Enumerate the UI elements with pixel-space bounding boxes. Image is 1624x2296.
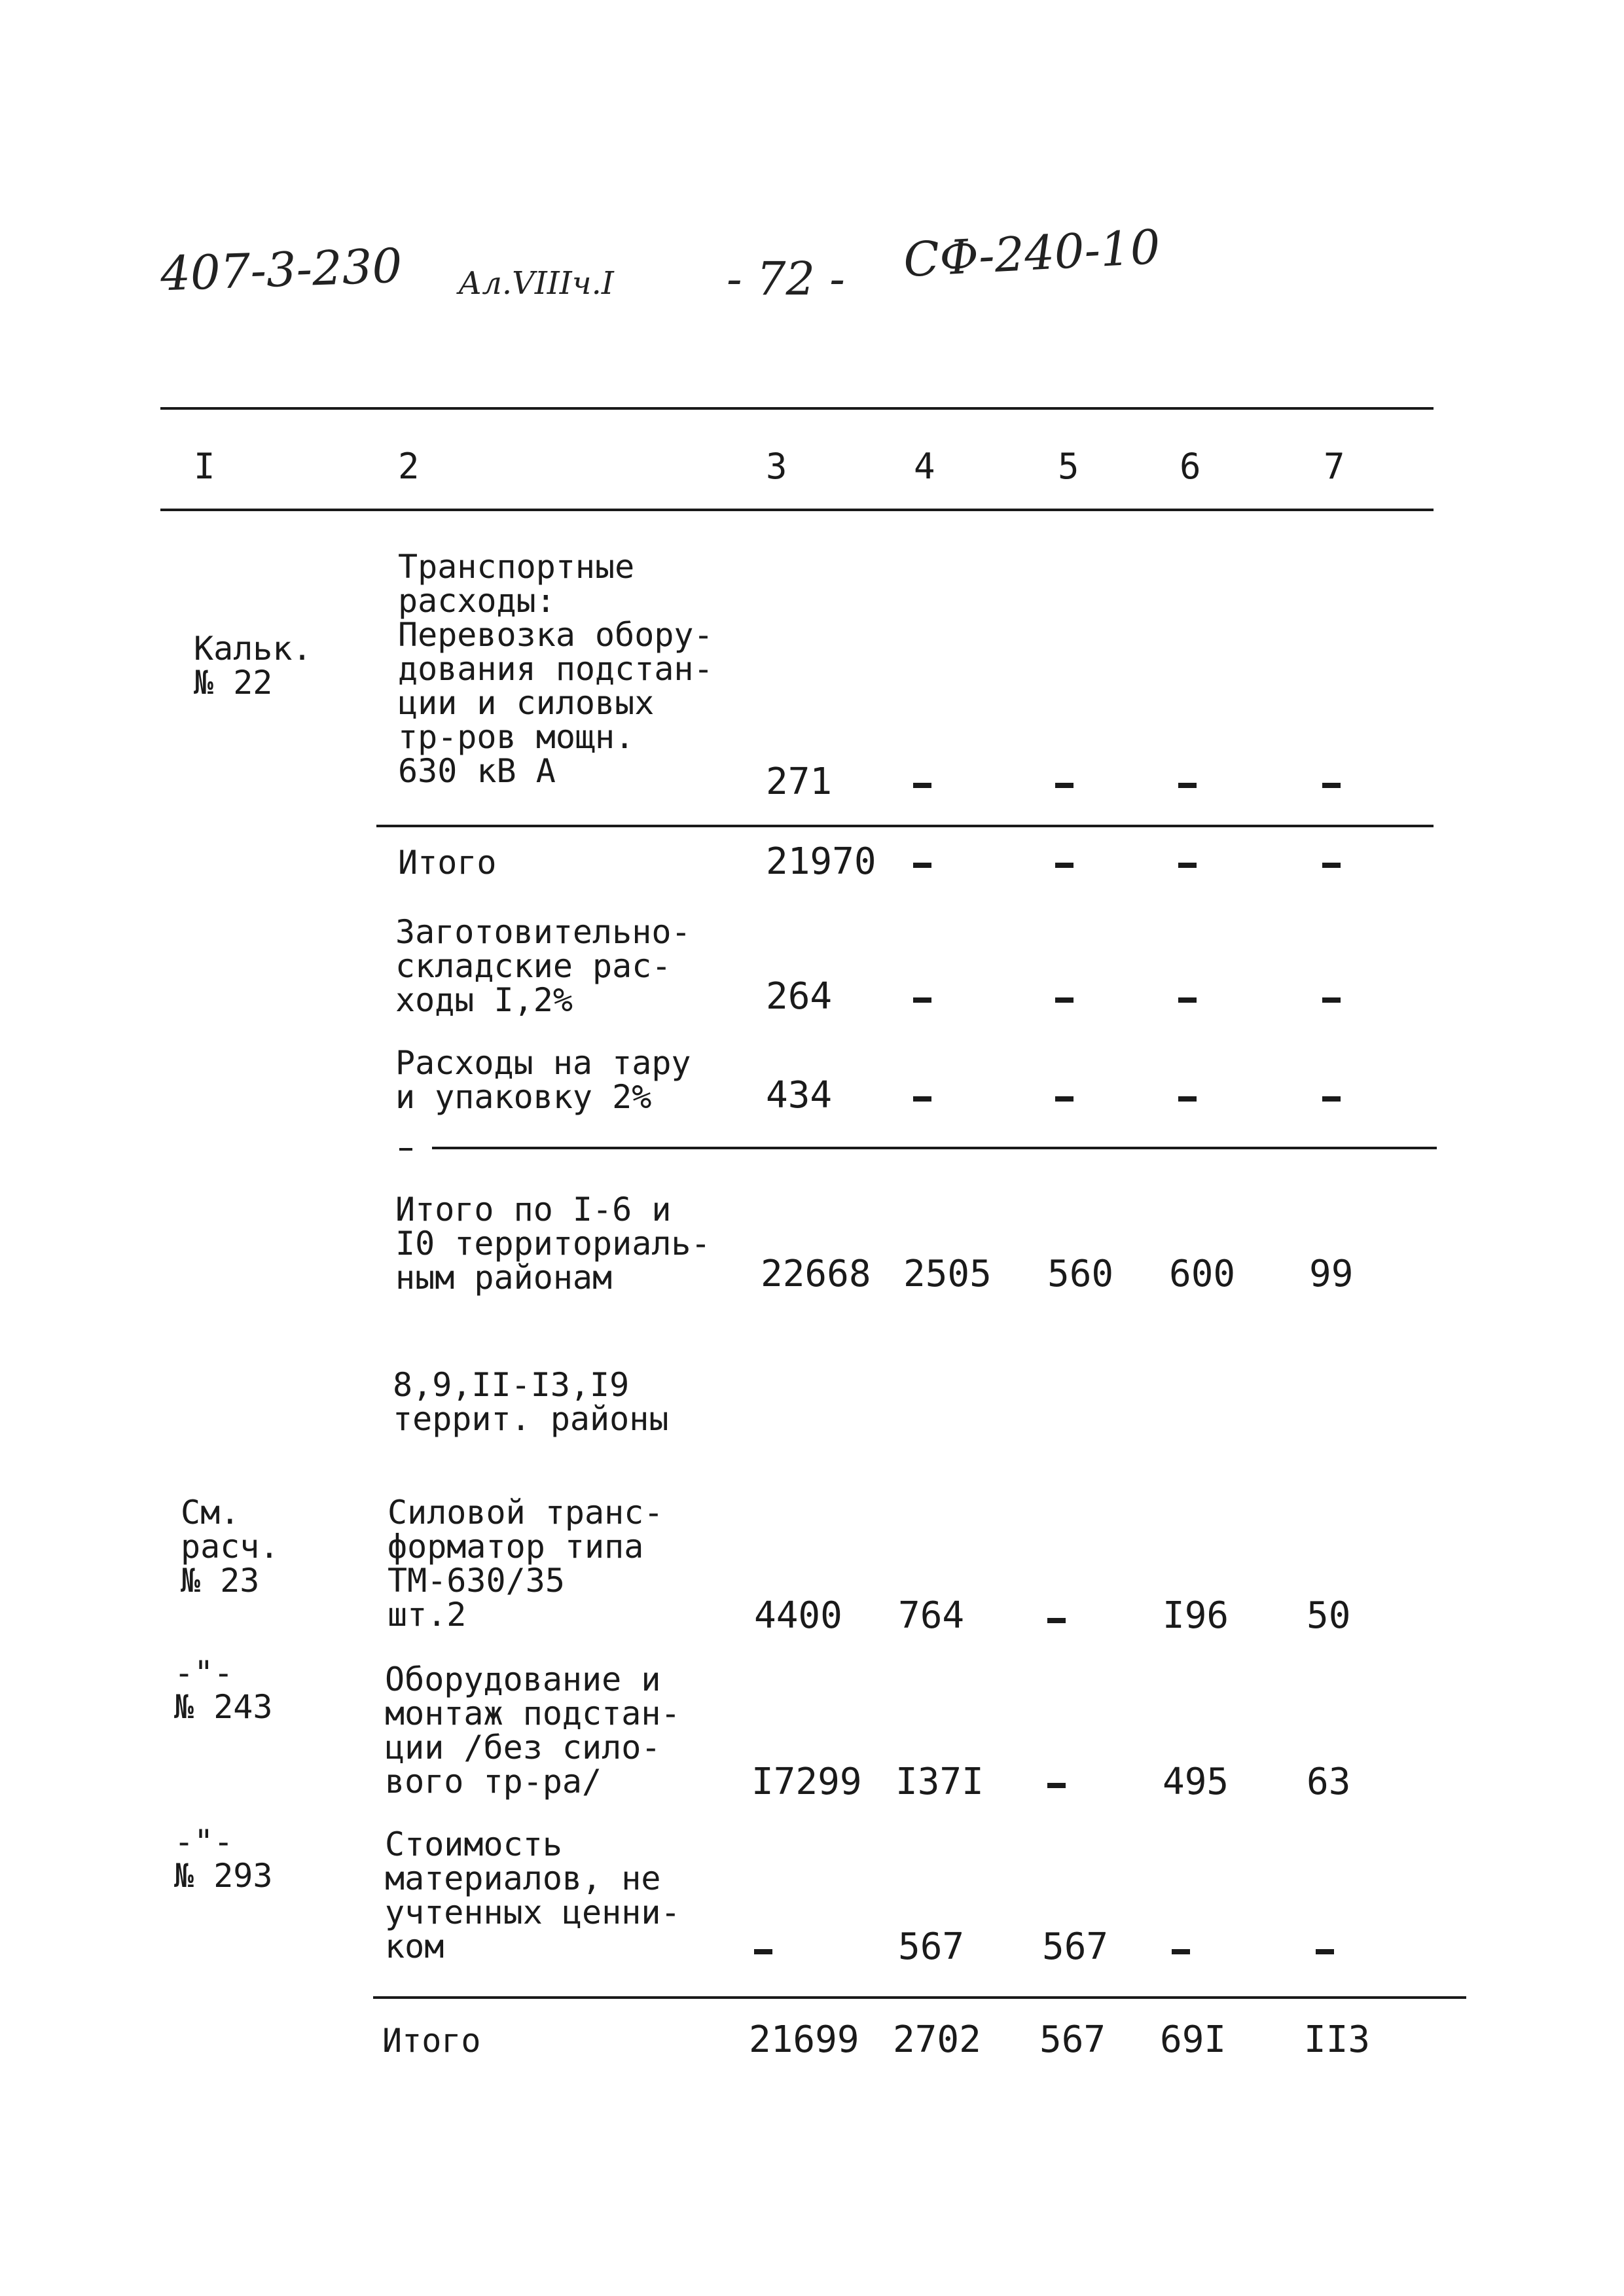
row-value-c3: 4400 (754, 1594, 842, 1637)
grand-total-rule (373, 1996, 1466, 1999)
row-value-c7: 63 (1307, 1761, 1351, 1803)
row-value-c5-dash (1055, 783, 1074, 788)
row-value-c4: 764 (898, 1594, 965, 1637)
row-ref: -"- № 243 (174, 1654, 273, 1726)
row-value-c6: I96 (1163, 1594, 1229, 1637)
row-value-c6-dash (1178, 997, 1197, 1003)
row-value-c5-dash (1047, 1618, 1066, 1623)
row-value-c6: 69I (1160, 2018, 1227, 2061)
row-value-c3: 21699 (749, 2018, 859, 2061)
row-value-c4: 2505 (903, 1253, 992, 1295)
row-value-c3: I7299 (751, 1761, 862, 1803)
row-value-c7-dash (1322, 863, 1341, 868)
row-description: Оборудование и монтаж подстан- ции /без сило- вого тр-ра/ (385, 1660, 681, 1801)
page-number: - 72 - (727, 252, 845, 306)
row-description: Итого по I-6 и I0 территориаль- ным районам (395, 1191, 711, 1297)
row-value-c4-dash (913, 783, 931, 788)
row-value-c4: 2702 (893, 2018, 981, 2061)
row-value-c5: 560 (1047, 1253, 1114, 1295)
row-ref: Кальк. № 22 (194, 630, 312, 702)
row-value-c6-dash (1178, 863, 1197, 868)
row-value-c3: 434 (766, 1074, 833, 1117)
row-value-c3: 21970 (766, 840, 876, 883)
row-value-c7: 50 (1307, 1594, 1351, 1637)
row-description: Заготовительно- складские рас- ходы I,2% (395, 913, 691, 1019)
column-header-4: 4 (914, 446, 935, 487)
subtotal-rule-2 (432, 1147, 1437, 1149)
row-value-c4-dash (913, 1096, 931, 1102)
row-value-c5-dash (1047, 1783, 1066, 1788)
row-value-c6-dash (1178, 783, 1197, 788)
row-value-c6: 600 (1169, 1253, 1236, 1295)
row-ref: См. расч. № 23 (181, 1494, 280, 1600)
column-header-1: I (194, 446, 215, 487)
subtotal-rule-1 (376, 825, 1434, 827)
row-value-c3-dash (754, 1949, 772, 1954)
header-bottom-rule (160, 509, 1434, 511)
column-header-7: 7 (1324, 446, 1345, 487)
row-description: Итого (398, 844, 497, 882)
row-value-c6-dash (1172, 1949, 1190, 1954)
table-top-rule (160, 407, 1434, 410)
row-description: Стоимость материалов, не учтенных ценни- ком (385, 1825, 681, 1965)
album-reference: Ал.VIIIч.I (458, 265, 614, 302)
row-description: Расходы на тару и упаковку 2% (395, 1044, 691, 1116)
row-value-c3: 22668 (761, 1253, 871, 1295)
row-value-c5: 567 (1039, 2018, 1106, 2061)
row-value-c7-dash (1322, 783, 1341, 788)
section-heading: 8,9,II-I3,I9 террит. районы (393, 1366, 669, 1438)
row-value-c3: 271 (766, 761, 833, 803)
document-code: 407-3-230 (159, 238, 403, 302)
row-value-c7-dash (1322, 997, 1341, 1003)
row-value-c7-dash (1322, 1096, 1341, 1102)
row-value-c7-dash (1316, 1949, 1334, 1954)
row-value-c3: 264 (766, 975, 833, 1018)
row-description: Транспортные расходы: Перевозка обору- дования подстан- ции и силовых тр-ров мощн. 630 кВ А (398, 548, 713, 790)
separator-tick (399, 1148, 412, 1151)
row-value-c7: 99 (1309, 1253, 1354, 1295)
row-description: Итого (382, 2022, 481, 2060)
row-value-c4-dash (913, 997, 931, 1003)
row-ref: -"- № 293 (174, 1823, 273, 1895)
row-value-c4-dash (913, 863, 931, 868)
row-value-c4: I37I (895, 1761, 984, 1803)
column-header-3: 3 (766, 446, 787, 487)
row-value-c5-dash (1055, 863, 1074, 868)
column-header-5: 5 (1058, 446, 1079, 487)
row-value-c4: 567 (898, 1926, 965, 1968)
row-value-c6: 495 (1163, 1761, 1229, 1803)
sheet-code: СФ-240-10 (902, 219, 1162, 288)
row-value-c5-dash (1055, 997, 1074, 1003)
row-value-c5-dash (1055, 1096, 1074, 1102)
row-value-c5: 567 (1042, 1926, 1109, 1968)
row-description: Силовой транс- форматор типа ТМ-630/35 шт.2 (388, 1494, 664, 1634)
row-value-c7: II3 (1304, 2018, 1371, 2061)
column-header-6: 6 (1180, 446, 1201, 487)
row-value-c6-dash (1178, 1096, 1197, 1102)
column-header-2: 2 (398, 446, 420, 487)
